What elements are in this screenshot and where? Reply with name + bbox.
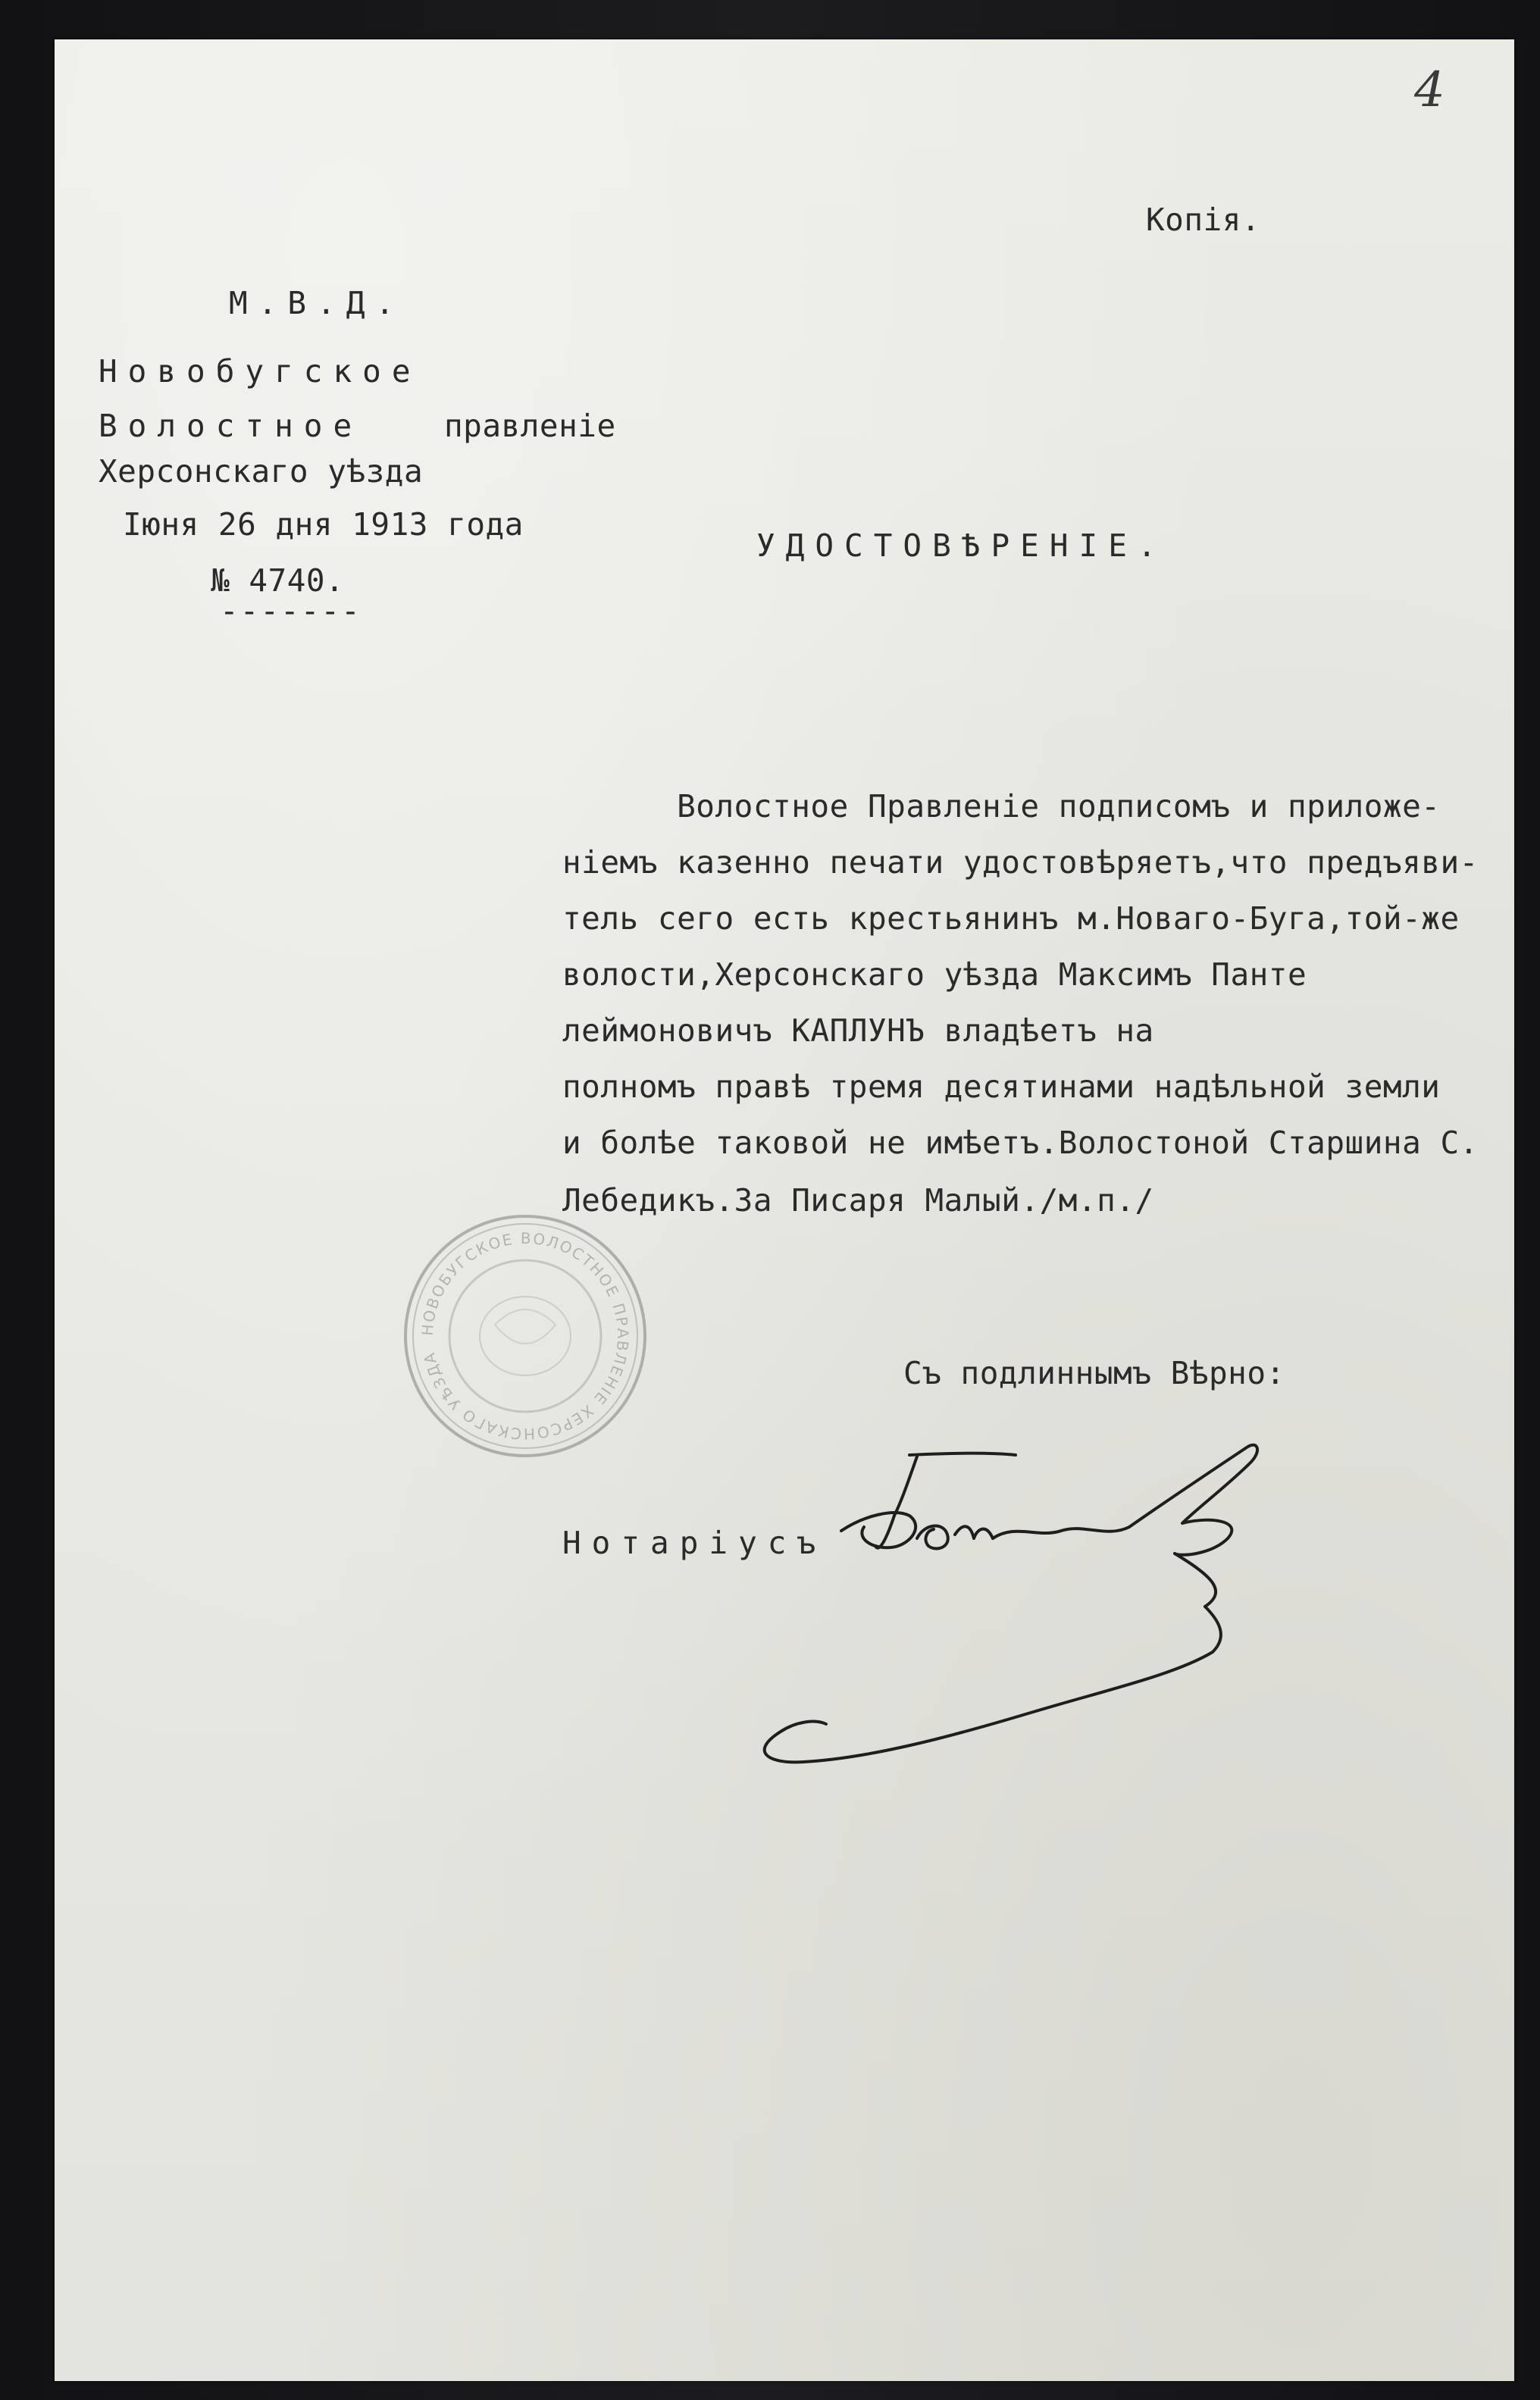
page-number: 4 xyxy=(1414,62,1445,118)
document-title: УДОСТОВѢРЕНІЕ. xyxy=(756,527,1167,564)
header-line-3: Херсонскаго уѣзда xyxy=(99,453,424,490)
body-line: леймоновичъ КАПЛУНЪ владѣетъ на xyxy=(562,1012,1154,1049)
header-number: № 4740. xyxy=(211,562,345,599)
svg-text:НОВОБУГСКОЕ ВОЛОСТНОЕ ПРАВЛЕНІ: НОВОБУГСКОЕ ВОЛОСТНОЕ ПРАВЛЕНІЕ ХЕРСОНСКАГО УѢЗДА xyxy=(418,1228,633,1444)
body-line: полномъ правѣ тремя десятинами надѣльной земли xyxy=(562,1069,1441,1105)
body-line: тель сего есть крестьянинъ м.Новаго-Буга,той-же xyxy=(562,900,1460,937)
notary-label: Нотаріусъ xyxy=(562,1525,827,1561)
body-line: Лебедикъ.За Писаря Малый./м.п./ xyxy=(562,1182,1154,1219)
ministry-abbrev: М.В.Д. xyxy=(229,285,405,321)
official-stamp-seal xyxy=(400,1211,650,1461)
notary-signature xyxy=(682,1425,1334,1788)
body-line: волости,Херсонскаго уѣзда Максимъ Панте xyxy=(562,956,1307,993)
body-line: и болѣе таковой не имѣетъ.Волостоной Старшина С. xyxy=(562,1125,1479,1161)
body-line: Волостное Правленіе подписомъ и приложе- xyxy=(562,788,1441,825)
header-number-underline: ------- xyxy=(220,593,362,629)
certification-line: Съ подлиннымъ Вѣрно: xyxy=(903,1355,1285,1391)
header-line-2: Волостное xyxy=(99,408,363,444)
header-line-2b: правленіе xyxy=(444,408,616,444)
copy-label: Копія. xyxy=(1146,202,1261,238)
body-line: ніемъ казенно печати удостовѣряетъ,что предъяви- xyxy=(562,844,1479,881)
header-line-1: Новобугское xyxy=(99,353,421,390)
header-date: Іюня 26 дня 1913 года xyxy=(123,506,524,543)
